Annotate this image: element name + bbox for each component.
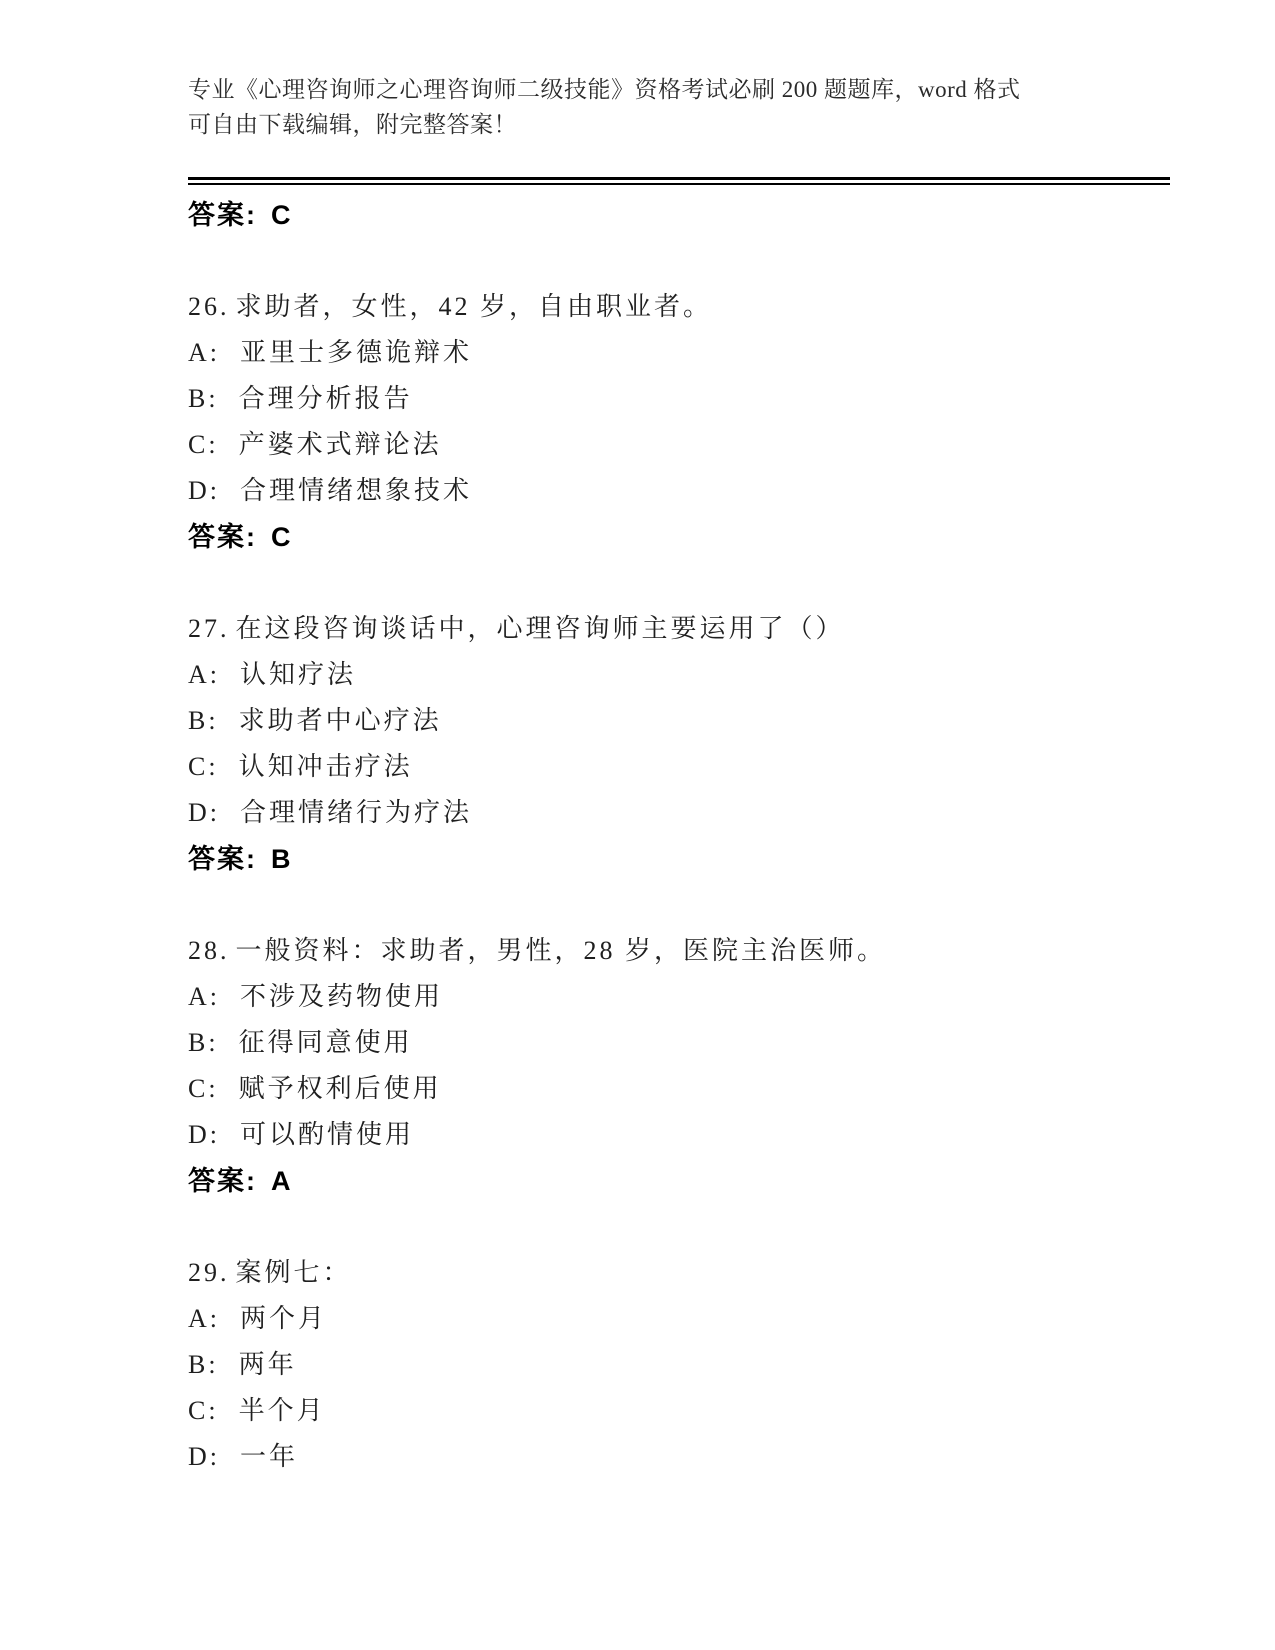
option-text: 合理情绪行为疗法 — [240, 798, 473, 827]
question-line — [188, 284, 1170, 330]
option-text: 赋予权利后使用 — [238, 1074, 442, 1103]
header-separator-rule — [188, 177, 1170, 185]
option-label: C: — [188, 1396, 219, 1425]
option-text: 两个月 — [240, 1304, 328, 1333]
answer-label: 答案: — [188, 522, 257, 552]
option-label: A: — [188, 1304, 220, 1333]
option-text: 不涉及药物使用 — [240, 982, 444, 1011]
option-label: D: — [188, 1120, 220, 1149]
option-d — [188, 1112, 1170, 1158]
option-a — [188, 652, 1170, 698]
answer-label: 答案: — [188, 1166, 257, 1196]
answer-line-previous-question — [188, 192, 1170, 238]
option-text: 两年 — [238, 1350, 297, 1379]
question-block-26 — [188, 284, 1170, 560]
option-label: C: — [188, 1074, 219, 1103]
answer-label: 答案: — [188, 844, 257, 874]
answer-value: B — [271, 844, 293, 874]
option-label: B: — [188, 384, 219, 413]
option-text: 亚里士多德诡辩术 — [240, 338, 473, 367]
option-label: B: — [188, 1028, 219, 1057]
header-line-1: 专业《心理咨询师之心理咨询师二级技能》资格考试必刷 200 题题库，word 格式 — [188, 77, 1021, 102]
question-number: 26. — [188, 292, 230, 321]
option-label: A: — [188, 338, 220, 367]
question-line — [188, 1250, 1170, 1296]
option-label: B: — [188, 706, 219, 735]
option-label: A: — [188, 660, 220, 689]
question-block-28 — [188, 928, 1170, 1204]
question-number: 29. — [188, 1258, 230, 1287]
option-text: 半个月 — [238, 1396, 326, 1425]
option-label: C: — [188, 752, 219, 781]
question-line — [188, 928, 1170, 974]
option-b — [188, 698, 1170, 744]
question-number: 28. — [188, 936, 230, 965]
option-text: 产婆术式辩论法 — [238, 430, 442, 459]
question-block-29 — [188, 1250, 1170, 1480]
option-text: 认知疗法 — [240, 660, 357, 689]
question-number: 27. — [188, 614, 230, 643]
option-text: 可以酌情使用 — [240, 1120, 415, 1149]
option-label: D: — [188, 1442, 220, 1471]
answer-line — [188, 514, 1170, 560]
option-a — [188, 1296, 1170, 1342]
answer-label: 答案: — [188, 200, 257, 230]
option-text: 认知冲击疗法 — [238, 752, 413, 781]
option-b — [188, 376, 1170, 422]
option-a — [188, 974, 1170, 1020]
answer-value: A — [271, 1166, 293, 1196]
option-c — [188, 1066, 1170, 1112]
option-label: D: — [188, 476, 220, 505]
option-label: D: — [188, 798, 220, 827]
option-c — [188, 744, 1170, 790]
option-d — [188, 1434, 1170, 1480]
option-text: 合理情绪想象技术 — [240, 476, 473, 505]
question-text: 求助者，女性，42 岁，自由职业者。 — [235, 292, 713, 321]
option-text: 求助者中心疗法 — [238, 706, 442, 735]
option-text: 征得同意使用 — [238, 1028, 413, 1057]
option-d — [188, 468, 1170, 514]
answer-line — [188, 836, 1170, 882]
option-label: C: — [188, 430, 219, 459]
option-c — [188, 422, 1170, 468]
option-d — [188, 790, 1170, 836]
option-label: A: — [188, 982, 220, 1011]
document-header — [188, 72, 1170, 142]
question-line — [188, 606, 1170, 652]
header-line-2: 可自由下载编辑，附完整答案！ — [188, 112, 517, 137]
answer-line — [188, 1158, 1170, 1204]
option-a — [188, 330, 1170, 376]
question-block-27 — [188, 606, 1170, 882]
option-b — [188, 1342, 1170, 1388]
question-text: 一般资料：求助者，男性，28 岁，医院主治医师。 — [235, 936, 887, 965]
answer-value: C — [271, 200, 293, 230]
option-text: 一年 — [240, 1442, 299, 1471]
question-text: 案例七： — [235, 1258, 352, 1287]
option-label: B: — [188, 1350, 219, 1379]
answer-value: C — [271, 522, 293, 552]
option-c — [188, 1388, 1170, 1434]
option-b — [188, 1020, 1170, 1066]
question-text: 在这段咨询谈话中，心理咨询师主要运用了（） — [235, 614, 845, 643]
option-text: 合理分析报告 — [238, 384, 413, 413]
